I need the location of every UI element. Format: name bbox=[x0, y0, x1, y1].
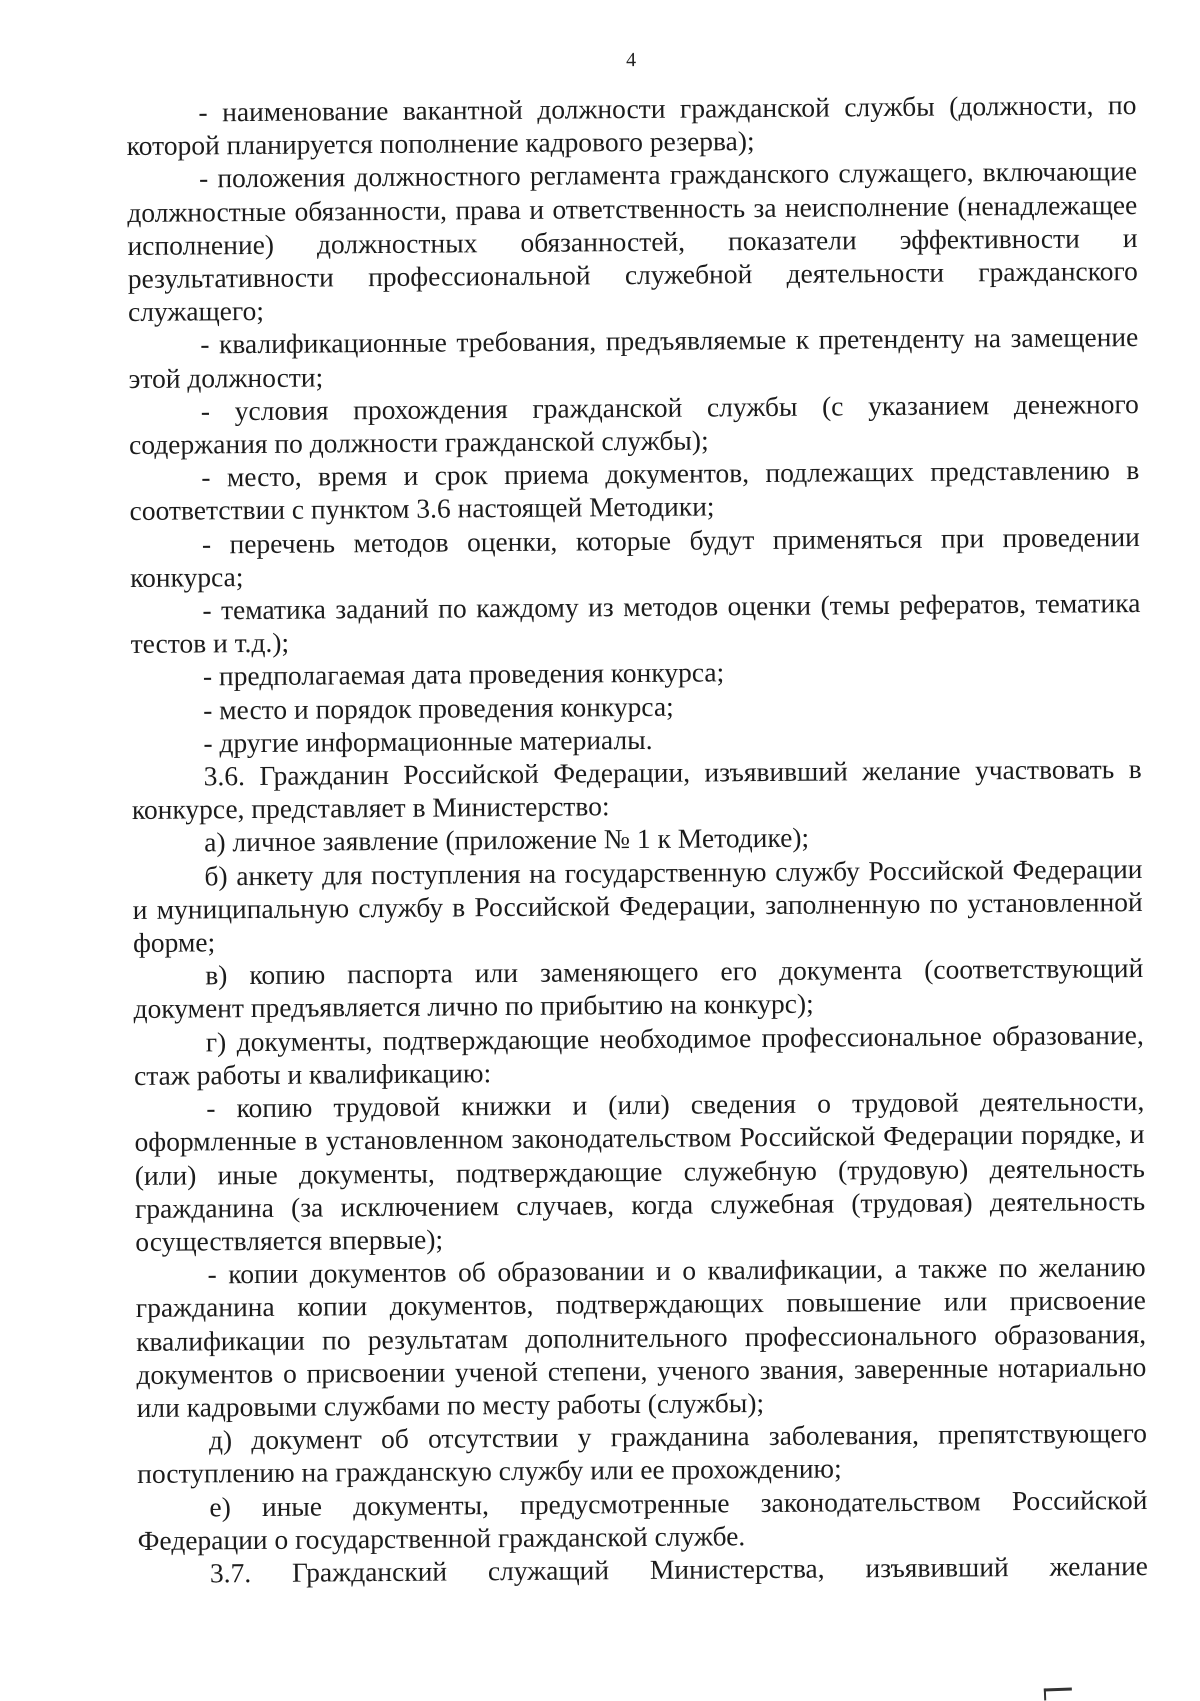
paragraph-section-3-7: 3.7. Гражданский служащий Министерства, изъявивший желание bbox=[209, 1549, 1149, 1589]
paragraph-task-topics: - тематика заданий по каждому из методов оценки (темы рефератов, тематика тестов и т.д.); bbox=[130, 587, 1141, 660]
paragraph-job-regulation: - положения должностного регламента гражданского служащего, включающие должностные обязанности, права и ответственность за неисполнение (ненадлежащее исполнение) должностных обязанностей, показатели эффективности и результативности профессиональной служебной деятельности гражданского служащего; bbox=[127, 155, 1138, 328]
paragraph-item-d: д) документ об отсутствии у гражданина заболевания, препятствующего поступлению на гражданскую службу или ее прохождению; bbox=[137, 1417, 1147, 1490]
paragraph-education-documents: - копии документов об образовании и о квалификации, а также по желанию гражданина копии документов, подтверждающих повышение или присвоение квалификации по результатам дополнительного профессионального образования, документов о присвоении ученой степени, ученого звания, заверенные нотариально или кадровыми службами по месту работы (службы); bbox=[135, 1251, 1147, 1423]
document-page bbox=[126, 44, 1148, 1590]
paragraph-assessment-methods: - перечень методов оценки, которые будут применяться при проведении конкурса; bbox=[130, 520, 1140, 593]
paragraph-qualification-requirements: - квалификационные требования, предъявляемые к претенденту на замещение этой должности; bbox=[128, 321, 1139, 394]
paragraph-item-g: г) документы, подтверждающие необходимое профессиональное образование, стаж работы и квалификацию: bbox=[133, 1018, 1144, 1091]
paragraph-service-conditions: - условия прохождения гражданской службы (с указанием денежного содержания по должности гражданской службы); bbox=[128, 387, 1139, 461]
paragraph-document-acceptance: - место, время и срок приема документов, подлежащих представлению в соответствии с пунктом 3.6 настоящей Методики; bbox=[129, 454, 1140, 527]
paragraph-item-v: в) копию паспорта или заменяющего его документа (соответствующий документ предъявляется лично по прибытию на конкурс); bbox=[133, 952, 1144, 1025]
paragraph-work-record: - копию трудовой книжки и (или) сведения о трудовой деятельности, оформленные в установленном законодательством Российской Федерации порядке, и (или) иные документы, подтверждающие служебную (трудовую) деятельность гражданина (за исключением случаев, когда служебная (трудовая) деятельность осуществляется впервые); bbox=[134, 1085, 1146, 1257]
page-number: 4 bbox=[625, 48, 637, 72]
paragraph-contest-date: - предполагаемая дата проведения конкурса; bbox=[202, 656, 725, 692]
paragraph-item-e: е) иные документы, предусмотренные законодательством Российской Федерации о государственной гражданской службе. bbox=[137, 1483, 1148, 1556]
paragraph-item-b: б) анкету для поступления на государственную службу Российской Федерации и муниципальную службу в Российской Федерации, заполненную по установленной форме; bbox=[132, 852, 1143, 959]
scan-corner-mark bbox=[1044, 1688, 1072, 1701]
paragraph-vacancy-name: - наименование вакантной должности гражданской службы (должности, по которой планируется пополнение кадрового резерва); bbox=[126, 89, 1137, 162]
paragraph-section-3-6: 3.6. Гражданин Российской Федерации, изъявивший желание участвовать в конкурсе, представляет в Министерство: bbox=[131, 753, 1142, 826]
paragraph-other-materials: - другие информационные материалы. bbox=[203, 723, 653, 759]
paragraph-item-a: а) личное заявление (приложение № 1 к Методике); bbox=[204, 822, 810, 858]
paragraph-contest-place: - место и порядок проведения конкурса; bbox=[203, 690, 674, 726]
